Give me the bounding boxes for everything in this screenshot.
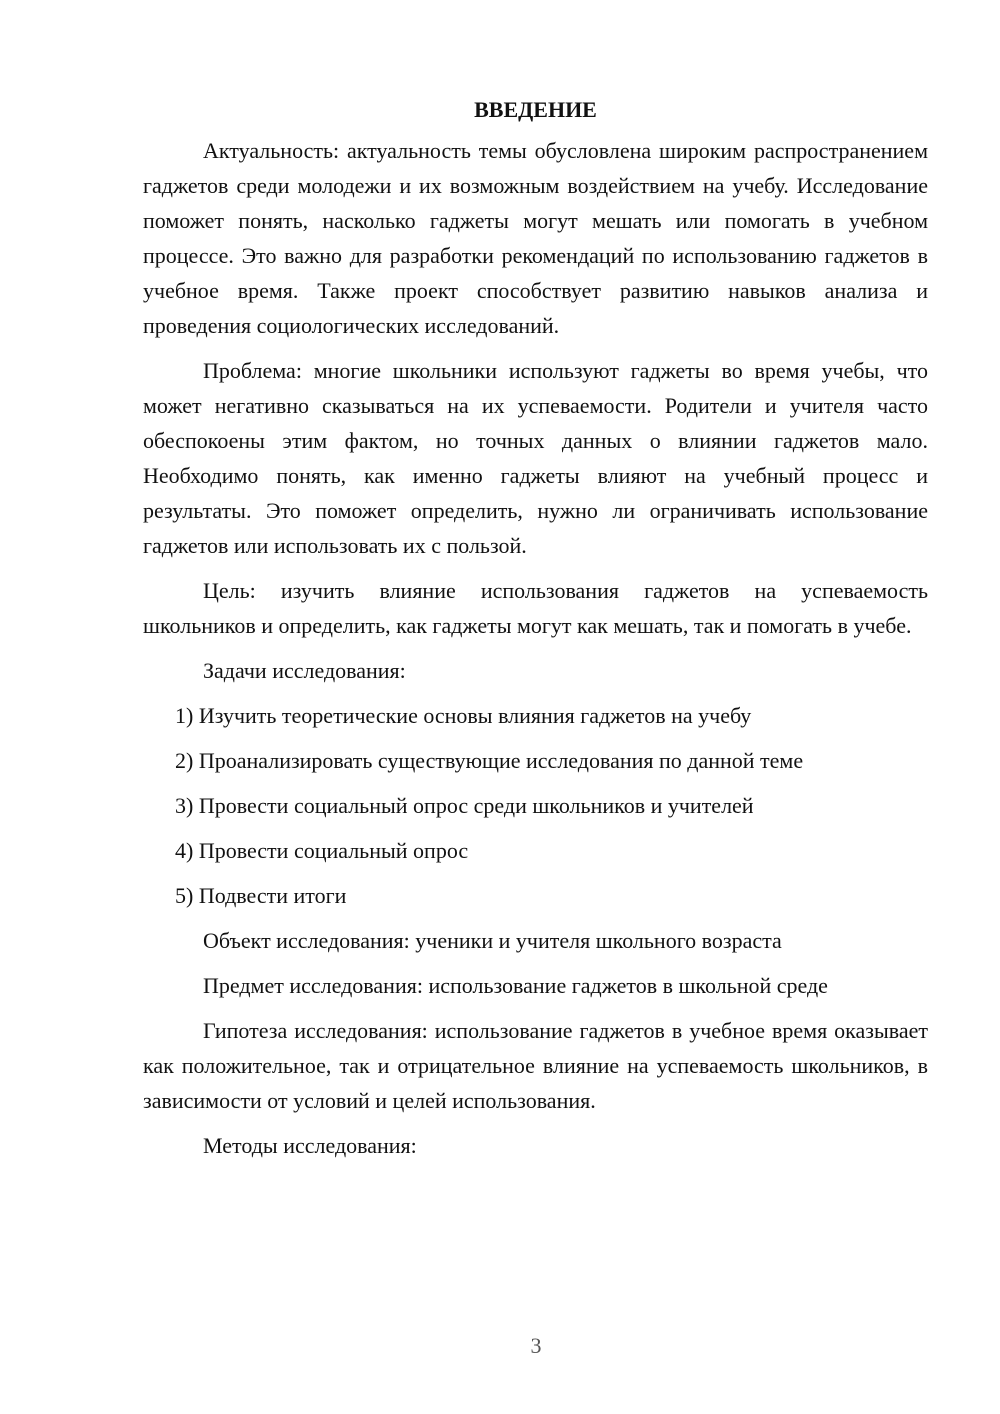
list-item: 5) Подвести итоги (175, 883, 347, 908)
list-item: 4) Провести социальный опрос (175, 838, 469, 863)
subject-line: Предмет исследования: использование гаджетов в школьной среде (203, 973, 828, 998)
page-number: 3 (530, 1333, 542, 1358)
page-title: ВВЕДЕНИЕ (474, 97, 597, 122)
list-item: 2) Проанализировать существующие исследования по данной теме (175, 748, 804, 773)
object-line: Объект исследования: ученики и учителя школьного возраста (203, 928, 782, 953)
goal-paragraph: Цель: изучить влияние использования гаджетов на успеваемость школьников и определить, как гаджеты могут как мешать, так и помогать в учебе. (143, 578, 928, 638)
relevance-paragraph: Актуальность: актуальность темы обусловлена широким распространением гаджетов среди молодежи и их возможным воздействием на учебу. Исследование поможет понять, насколько гаджеты могут мешать или помогать в учебном процессе. Это важно для разработки рекомендаций по использованию гаджетов в учебное время. Также проект способствует развитию навыков анализа и проведения социологических исследований. (143, 138, 928, 338)
list-item: 1) Изучить теоретические основы влияния гаджетов на учебу (175, 703, 752, 728)
hypothesis-paragraph: Гипотеза исследования: использование гаджетов в учебное время оказывает как положительное, так и отрицательное влияние на успеваемость школьников, в зависимости от условий и целей использования. (143, 1018, 928, 1113)
tasks-list (143, 698, 928, 913)
list-item: 3) Провести социальный опрос среди школьников и учителей (175, 793, 754, 818)
methods-heading: Методы исследования: (203, 1133, 417, 1158)
tasks-heading: Задачи исследования: (203, 658, 406, 683)
page-content (143, 92, 928, 1173)
problem-paragraph: Проблема: многие школьники используют гаджеты во время учебы, что может негативно сказываться на их успеваемости. Родители и учителя часто обеспокоены этим фактом, но точных данных о влиянии гаджетов мало. Необходимо понять, как именно гаджеты влияют на учебный процесс и результаты. Это поможет определить, нужно ли ограничивать использование гаджетов или использовать их с пользой. (143, 358, 928, 558)
